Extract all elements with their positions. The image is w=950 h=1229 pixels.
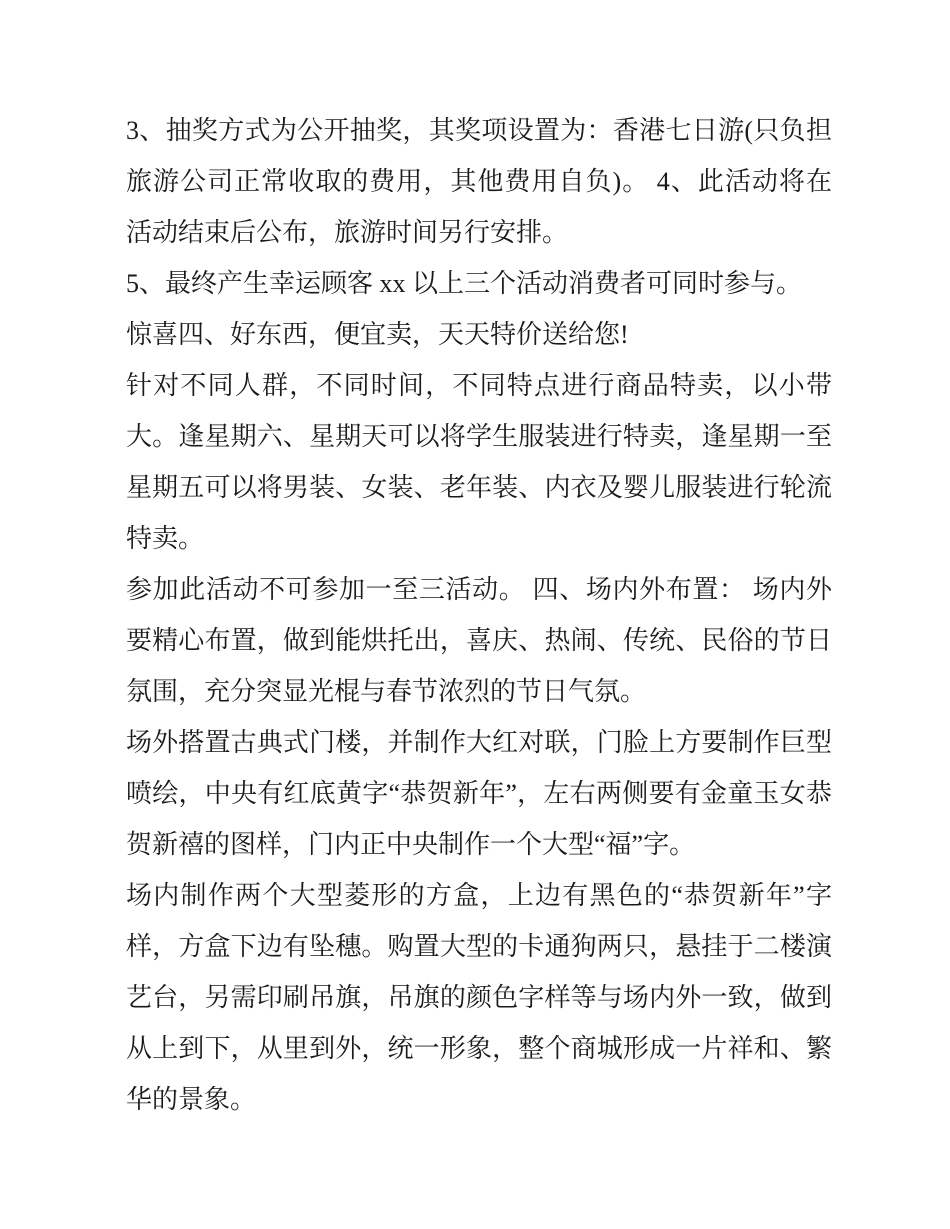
text-line: 特卖。 [126, 524, 205, 553]
text-line: 样，方盒下边有坠穗。购置大型的卡通狗两只，悬挂于二楼演 [126, 932, 832, 961]
paragraph [126, 870, 832, 1125]
text-line: 活动结束后公布，旅游时间另行安排。 [126, 218, 569, 247]
paragraph [126, 360, 832, 564]
paragraph [126, 564, 832, 717]
text-line: 5、最终产生幸运顾客 xx 以上三个活动消费者可同时参与。 [126, 269, 803, 298]
text-line: 贺新禧的图样，门内正中央制作一个大型“福”字。 [126, 830, 696, 859]
text-line: 大。逢星期六、星期天可以将学生服装进行特卖，逢星期一至 [126, 422, 832, 451]
text-line: 艺台，另需印刷吊旗，吊旗的颜色字样等与场内外一致，做到 [126, 983, 832, 1012]
text-line: 要精心布置，做到能烘托出，喜庆、热闹、传统、民俗的节日 [126, 626, 832, 655]
paragraph [126, 309, 832, 360]
text-line: 3、抽奖方式为公开抽奖，其奖项设置为：香港七日游(只负担 [126, 116, 832, 145]
text-line: 华的景象。 [126, 1085, 257, 1114]
text-line: 场内制作两个大型菱形的方盒，上边有黑色的“恭贺新年”字 [126, 881, 832, 910]
document-body [126, 105, 832, 1125]
text-line: 惊喜四、好东西，便宜卖，天天特价送给您! [126, 320, 629, 349]
paragraph [126, 105, 832, 258]
text-line: 喷绘，中央有红底黄字“恭贺新年”，左右两侧要有金童玉女恭 [126, 779, 832, 808]
text-line: 氛围，充分突显光棍与春节浓烈的节日气氛。 [126, 677, 647, 706]
paragraph [126, 717, 832, 870]
text-line: 参加此活动不可参加一至三活动。 四、场内外布置： 场内外 [126, 575, 832, 604]
paragraph [126, 258, 832, 309]
text-line: 针对不同人群，不同时间，不同特点进行商品特卖，以小带 [126, 371, 832, 400]
text-line: 从上到下，从里到外，统一形象，整个商城形成一片祥和、繁 [126, 1034, 832, 1063]
text-line: 星期五可以将男装、女装、老年装、内衣及婴儿服装进行轮流 [126, 473, 832, 502]
text-line: 场外搭置古典式门楼，并制作大红对联，门脸上方要制作巨型 [126, 728, 832, 757]
text-line: 旅游公司正常收取的费用，其他费用自负)。 4、此活动将在 [126, 167, 832, 196]
